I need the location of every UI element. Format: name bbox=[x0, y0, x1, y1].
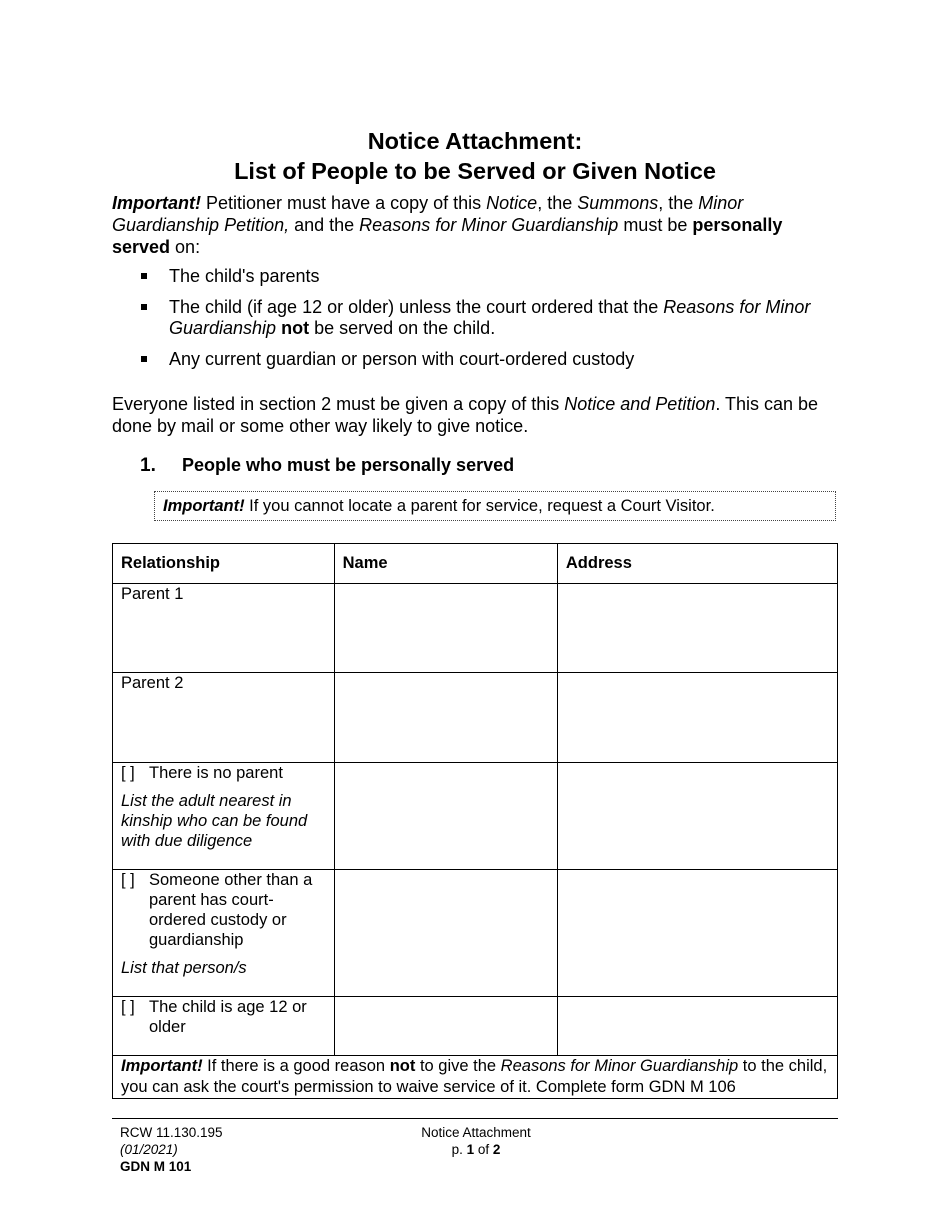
relationship-cell bbox=[113, 673, 335, 763]
table-header-row bbox=[113, 544, 838, 584]
everyone-text-2: . This can be done by mail or some other way likely to give notice. bbox=[112, 394, 819, 436]
footer-title: Notice Attachment bbox=[421, 1125, 531, 1140]
name-field[interactable] bbox=[334, 673, 557, 763]
bullet-square-icon bbox=[141, 273, 147, 279]
service-bullet-list bbox=[140, 266, 840, 380]
checkbox-label: The child is age 12 or older bbox=[149, 998, 307, 1036]
section-number: 1. bbox=[140, 455, 156, 476]
intro-petition: Minor Guardianship Petition, bbox=[112, 193, 744, 235]
relationship-cell bbox=[113, 584, 335, 673]
row-instruction: List the adult nearest in kinship who can be found with due diligence bbox=[121, 792, 308, 850]
title-line-1: Notice Attachment: bbox=[367, 128, 583, 154]
name-field[interactable] bbox=[334, 870, 557, 997]
everyone-paragraph bbox=[112, 393, 832, 437]
name-field[interactable] bbox=[334, 584, 557, 673]
header-name: Name bbox=[334, 544, 557, 584]
note-text-2: to give the bbox=[415, 1057, 501, 1075]
table-row-waive-note bbox=[113, 1056, 838, 1099]
bullet-text-end: be served on the child. bbox=[309, 318, 496, 338]
table-row-child-12 bbox=[113, 997, 838, 1056]
court-visitor-notice-box bbox=[154, 491, 836, 521]
name-field[interactable] bbox=[334, 763, 557, 870]
footer-page-number bbox=[376, 1141, 576, 1158]
relationship-label: Parent 2 bbox=[121, 674, 184, 692]
intro-summons: Summons bbox=[577, 193, 659, 213]
table-row-someone-other bbox=[113, 870, 838, 997]
everyone-notice-petition: Notice and Petition bbox=[564, 394, 716, 414]
address-field[interactable] bbox=[557, 673, 837, 763]
no-parent-checkbox[interactable]: [ ] bbox=[121, 764, 135, 782]
address-field[interactable] bbox=[557, 763, 837, 870]
relationship-cell bbox=[113, 997, 335, 1056]
bullet-not: not bbox=[281, 318, 310, 338]
page-prefix: p. bbox=[451, 1142, 467, 1157]
note-reasons: Reasons for Minor Guardianship bbox=[500, 1057, 739, 1075]
section-1-heading bbox=[140, 454, 514, 477]
header-address: Address bbox=[557, 544, 837, 584]
footer-left bbox=[120, 1124, 223, 1175]
intro-text-6: on: bbox=[170, 237, 201, 257]
intro-notice: Notice bbox=[486, 193, 538, 213]
table-row-no-parent bbox=[113, 763, 838, 870]
header-relationship: Relationship bbox=[113, 544, 335, 584]
intro-reasons: Reasons for Minor Guardianship bbox=[359, 215, 619, 235]
bullet-item-parents bbox=[140, 266, 840, 287]
intro-important: Important! bbox=[112, 193, 201, 213]
intro-text-1: Petitioner must have a copy of this bbox=[201, 193, 487, 213]
served-people-table bbox=[112, 543, 838, 1099]
note-important: Important! bbox=[121, 1057, 203, 1075]
bullet-text: The child (if age 12 or older) unless the court ordered that the bbox=[169, 297, 664, 317]
relationship-cell bbox=[113, 870, 335, 997]
intro-personally-served: personally served bbox=[112, 215, 783, 257]
visitor-text: If you cannot locate a parent for service, request a Court Visitor. bbox=[244, 497, 715, 515]
everyone-text-1: Everyone listed in section 2 must be given a copy of this bbox=[112, 394, 565, 414]
child-12-checkbox[interactable]: [ ] bbox=[121, 998, 135, 1016]
note-not: not bbox=[389, 1057, 416, 1075]
intro-text-5: must be bbox=[618, 215, 693, 235]
section-heading-text: People who must be personally served bbox=[182, 455, 515, 475]
page-of: of bbox=[474, 1142, 493, 1157]
footer-form-number: GDN M 101 bbox=[120, 1159, 192, 1174]
relationship-label: Parent 1 bbox=[121, 585, 184, 603]
page-total: 2 bbox=[492, 1142, 501, 1157]
relationship-cell bbox=[113, 763, 335, 870]
bullet-item-guardian bbox=[140, 349, 840, 370]
intro-text-2: , the bbox=[537, 193, 578, 213]
footer-rcw: RCW 11.130.195 bbox=[120, 1125, 223, 1140]
intro-paragraph bbox=[112, 192, 842, 258]
page-current: 1 bbox=[466, 1142, 475, 1157]
address-field[interactable] bbox=[557, 997, 837, 1056]
checkbox-label: There is no parent bbox=[149, 764, 283, 782]
visitor-important: Important! bbox=[163, 497, 245, 515]
note-text-3: to the child, you can ask the court's permission to waive service of it. Complete form GDN M 106 bbox=[121, 1057, 828, 1096]
note-text-1: If there is a good reason bbox=[202, 1057, 390, 1075]
checkbox-label: Someone other than a parent has court-ordered custody or guardianship bbox=[149, 871, 313, 949]
table-row-parent-1 bbox=[113, 584, 838, 673]
bullet-item-child bbox=[140, 297, 840, 339]
name-field[interactable] bbox=[334, 997, 557, 1056]
bullet-reasons: Reasons for Minor Guardianship bbox=[169, 297, 811, 338]
title-line-2: List of People to be Served or Given Notice bbox=[234, 158, 716, 184]
address-field[interactable] bbox=[557, 584, 837, 673]
bullet-square-icon bbox=[141, 304, 147, 310]
bullet-square-icon bbox=[141, 356, 147, 362]
intro-text-3: , the bbox=[658, 193, 699, 213]
address-field[interactable] bbox=[557, 870, 837, 997]
waive-note-cell bbox=[113, 1056, 838, 1099]
intro-text-4: and the bbox=[289, 215, 360, 235]
footer-date: (01/2021) bbox=[120, 1142, 178, 1157]
table-row-parent-2 bbox=[113, 673, 838, 763]
footer-center bbox=[376, 1124, 576, 1158]
row-instruction: List that person/s bbox=[121, 959, 247, 977]
bullet-text: The child's parents bbox=[169, 266, 320, 286]
page-title bbox=[0, 126, 950, 186]
footer-divider bbox=[112, 1118, 838, 1119]
bullet-text: Any current guardian or person with court-ordered custody bbox=[169, 349, 635, 369]
someone-other-checkbox[interactable]: [ ] bbox=[121, 871, 135, 889]
